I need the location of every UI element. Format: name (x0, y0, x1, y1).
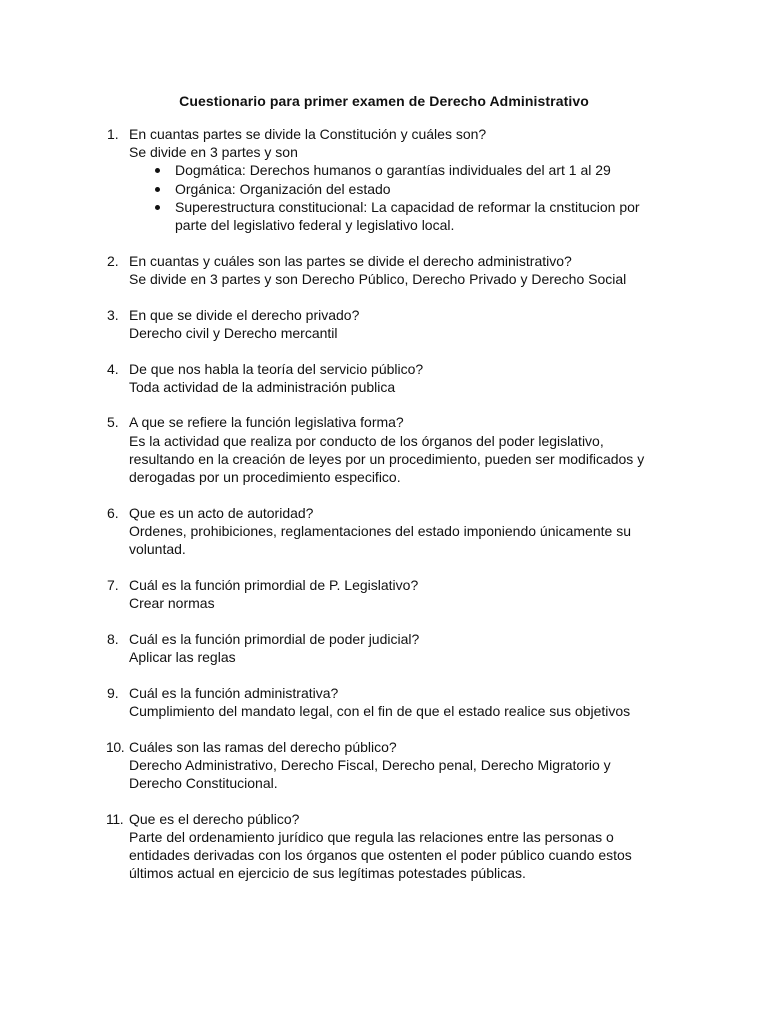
question-item-7 (107, 576, 667, 612)
answer-text: Crear normas (129, 595, 215, 612)
answer-text: Derecho civil y Derecho mercantil (129, 324, 338, 341)
question-number: 7. (107, 576, 119, 593)
bullet-text: Orgánica: Organización del estado (175, 180, 391, 197)
question-number: 10. (106, 738, 125, 755)
bullet-text: Superestructura constitucional: La capacidad de reformar la cnstitucion por parte del legislativo federal y legislativo local. (175, 198, 640, 234)
question-number: 9. (107, 684, 119, 701)
question-list (107, 125, 667, 900)
bullet-icon (155, 205, 160, 210)
answer-text: Se divide en 3 partes y son (129, 144, 298, 161)
question-text: Que es un acto de autoridad? (129, 504, 314, 521)
question-text: Cuál es la función administrativa? (129, 684, 339, 701)
bullet-item (129, 180, 667, 198)
question-item-3 (107, 306, 667, 342)
answer-text: Toda actividad de la administración publica (129, 378, 396, 395)
bullet-text: Dogmática: Derechos humanos o garantías individuales del art 1 al 29 (175, 162, 611, 179)
question-text: En cuantas partes se divide la Constitución y cuáles son? (129, 126, 487, 142)
question-item-5 (107, 413, 667, 486)
question-number: 2. (107, 252, 119, 269)
question-number: 6. (107, 504, 119, 521)
answer-text: Ordenes, prohibiciones, reglamentaciones del estado imponiendo únicamente su voluntad. (129, 522, 631, 558)
question-number: 5. (107, 414, 119, 431)
bullet-icon (155, 168, 160, 173)
question-item-1 (107, 125, 667, 234)
answer-bullet-list (129, 161, 667, 234)
bullet-item (129, 198, 667, 234)
document-title: Cuestionario para primer examen de Derecho Administrativo (179, 93, 589, 109)
question-text: Cuáles son las ramas del derecho público? (129, 738, 397, 755)
question-item-6 (107, 504, 667, 559)
answer-text: Derecho Administrativo, Derecho Fiscal, Derecho penal, Derecho Migratorio y Derecho Constitucional. (129, 756, 611, 791)
question-item-8 (107, 630, 667, 666)
question-item-11 (107, 810, 667, 883)
question-number: 4. (107, 360, 119, 377)
question-text: Cuál es la función primordial de P. Legislativo? (129, 576, 419, 593)
answer-text: Parte del ordenamiento jurídico que regula las relaciones entre las personas o entidades derivadas con los órganos que ostenten el poder público cuando estos últimos actual en ejercicio de sus legítimas potestades públicas. (129, 828, 632, 882)
question-item-9 (107, 684, 667, 720)
bullet-item (129, 161, 667, 179)
answer-text: Aplicar las reglas (129, 648, 236, 665)
question-text: Que es el derecho público? (129, 810, 300, 827)
answer-text: Cumplimiento del mandato legal, con el fin de que el estado realice sus objetivos (129, 702, 631, 719)
bullet-icon (155, 187, 160, 192)
question-text: De que nos habla la teoría del servicio público? (129, 360, 424, 377)
question-number: 1. (107, 126, 119, 142)
question-number: 8. (107, 630, 119, 647)
question-text: Cuál es la función primordial de poder judicial? (129, 630, 420, 647)
question-text: En que se divide el derecho privado? (129, 306, 360, 323)
question-text: En cuantas y cuáles son las partes se divide el derecho administrativo? (129, 252, 572, 269)
question-item-2 (107, 252, 667, 288)
question-item-4 (107, 360, 667, 396)
answer-text: Se divide en 3 partes y son Derecho Público, Derecho Privado y Derecho Social (129, 270, 627, 287)
question-item-10 (107, 738, 667, 793)
question-number: 3. (107, 306, 119, 323)
answer-text: Es la actividad que realiza por conducto de los órganos del poder legislativo, resultando en la creación de leyes por un procedimiento, pueden ser modificados y derogadas por un procedimiento especifico. (129, 432, 645, 486)
question-text: A que se refiere la función legislativa forma? (129, 414, 404, 431)
question-number: 11. (106, 810, 124, 827)
